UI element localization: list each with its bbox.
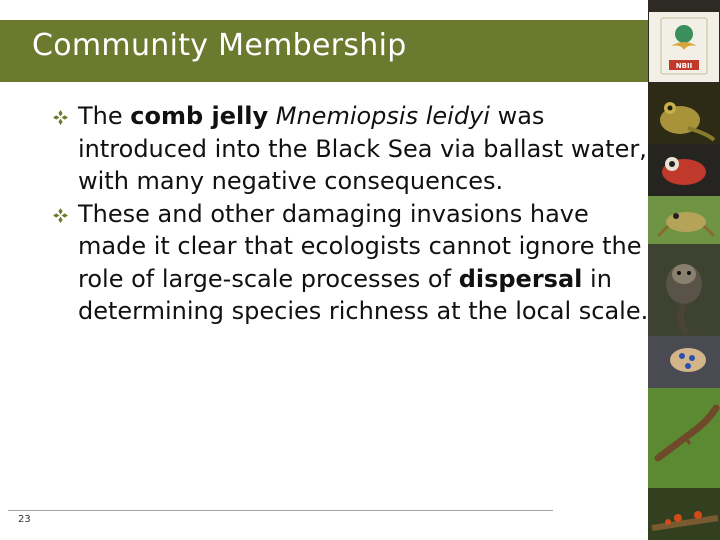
photo-green-frog (648, 196, 720, 244)
photo-frog (648, 84, 720, 144)
bullet-bold-term: dispersal (458, 264, 583, 293)
photo-salamander (648, 388, 720, 488)
bullet-text: in determining species richness at the local scale. (78, 264, 649, 325)
octopus-icon (648, 336, 720, 388)
salamander-icon (648, 388, 720, 488)
tree-frog-icon (648, 196, 720, 244)
photo-marmoset (648, 244, 720, 336)
bullet-text (268, 102, 276, 130)
bird-logo-icon (649, 12, 719, 82)
svg-text:NBII: NBII (675, 62, 693, 70)
bullet-item-dispersal (52, 198, 652, 328)
ants-icon (648, 488, 720, 540)
photo-octopus (648, 336, 720, 388)
monkey-icon (648, 244, 720, 336)
footer-divider (8, 510, 553, 511)
diamond-cluster-icon (52, 109, 69, 126)
nbii-logo (649, 12, 719, 82)
photo-ants (648, 488, 720, 540)
page-number: 23 (18, 514, 31, 525)
red-frog-icon (648, 144, 720, 196)
diamond-cluster-icon (52, 207, 69, 224)
bullet-text: These and other damaging invasions have made it clear that ecologists cannot ignore the role of large-scale processes of (78, 199, 642, 293)
species-name: Mnemiopsis leidyi (275, 102, 490, 130)
bullet-item-comb-jelly (52, 100, 652, 198)
photo-red-frog (648, 144, 720, 196)
bullet-bold-term: comb jelly (130, 102, 269, 130)
bullet-text: was introduced into the Black Sea via ballast water, with many negative consequences. (78, 102, 647, 195)
frog-icon (648, 84, 720, 144)
slide-body (52, 100, 652, 328)
bullet-text: The (78, 102, 131, 130)
slide-title: Community Membership (32, 28, 407, 63)
